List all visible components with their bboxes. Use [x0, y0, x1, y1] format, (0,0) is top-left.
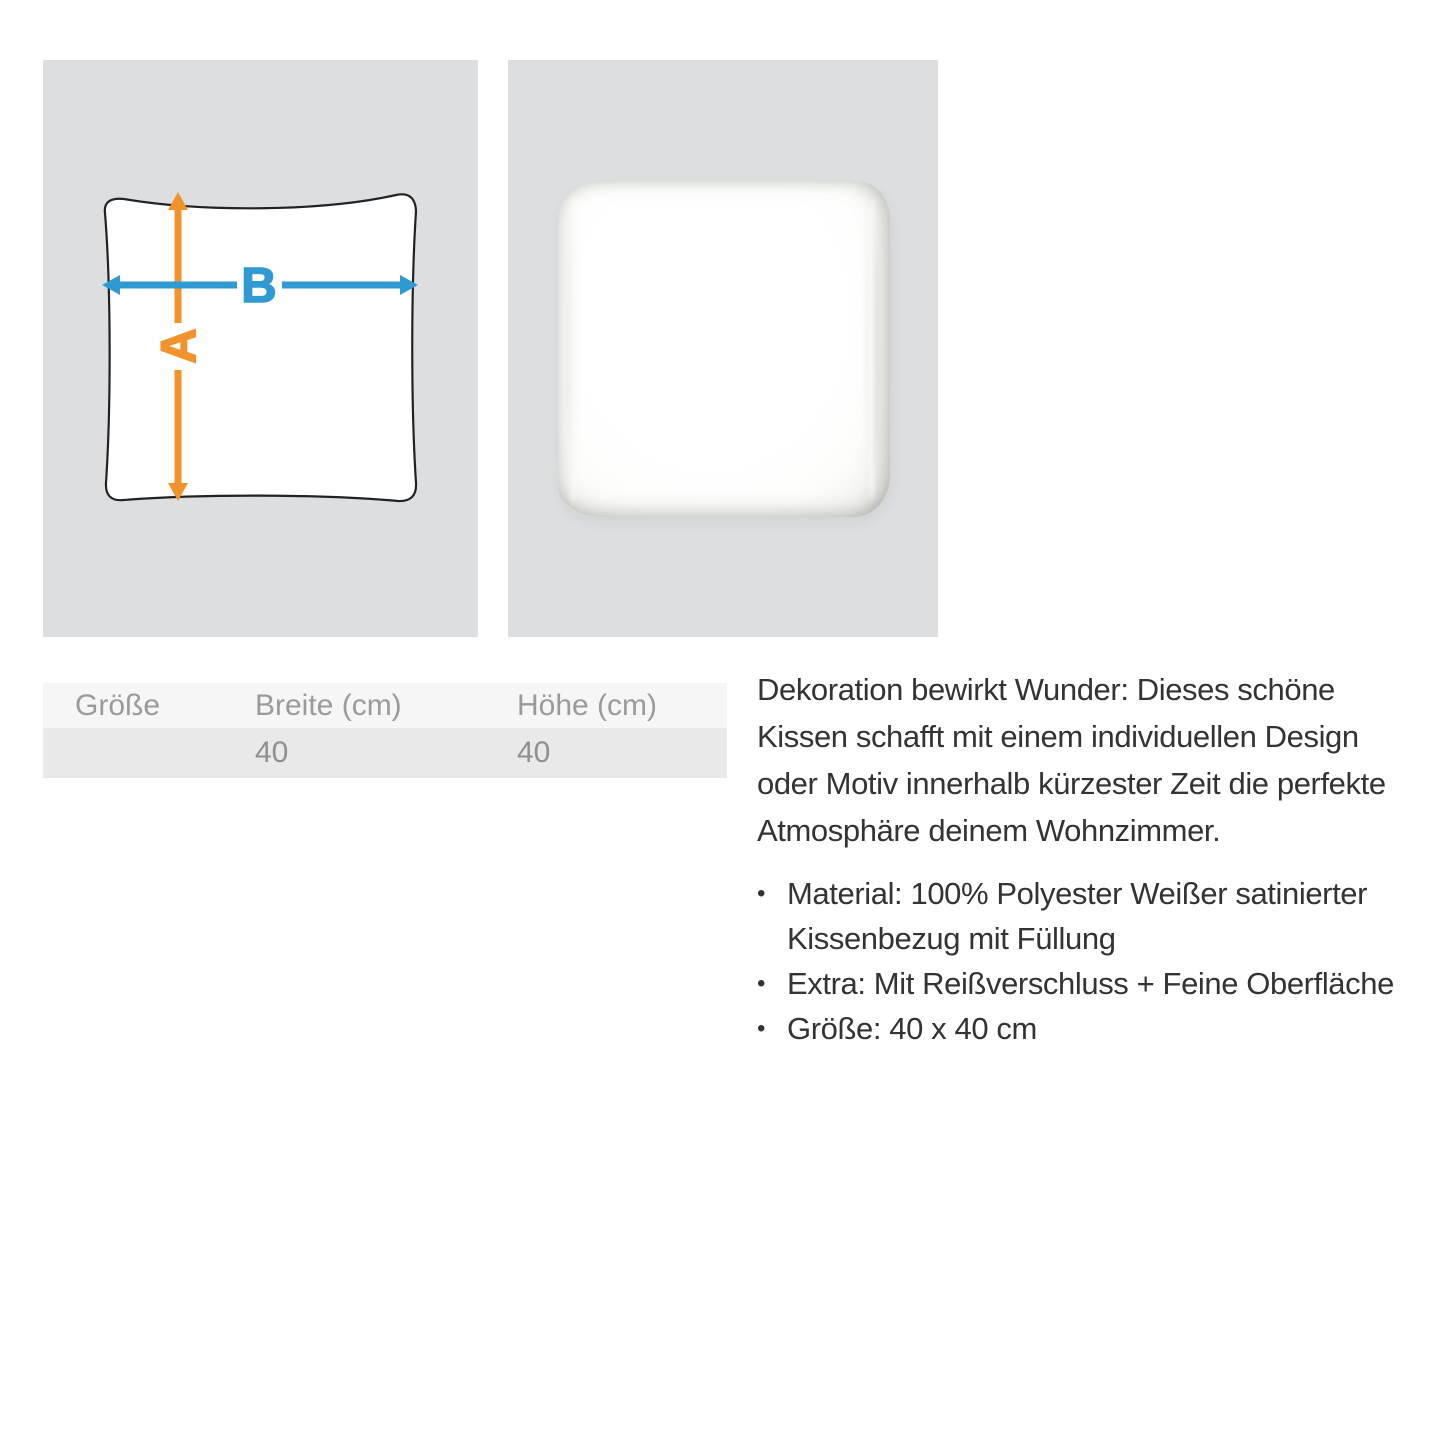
description-line: Kissen schafft mit einem individuellen Design: [757, 719, 1359, 754]
product-photo-panel: [508, 60, 938, 637]
description-paragraph: [757, 666, 1421, 854]
size-table-header-row: [43, 683, 727, 728]
bullet-dot-icon: •: [757, 970, 766, 997]
size-table: [43, 683, 727, 778]
list-item-text: [787, 961, 1421, 1006]
list-item-line: Material: 100% Polyester Weißer satinierter: [787, 876, 1368, 911]
description-line: Dekoration bewirkt Wunder: Dieses schöne: [757, 672, 1335, 707]
list-item-line: Kissenbezug mit Füllung: [787, 921, 1116, 956]
width-label-b: B: [241, 259, 277, 313]
size-table-value-breite: 40: [255, 736, 289, 769]
product-description: [757, 666, 1421, 1051]
size-table-header-groesse: Größe: [75, 689, 161, 722]
description-line: oder Motiv innerhalb kürzester Zeit die perfekte: [757, 766, 1386, 801]
size-table-header-breite: Breite (cm): [255, 689, 402, 722]
bullet-dot-icon: •: [757, 1015, 766, 1042]
list-item-line: Extra: Mit Reißverschluss + Feine Oberfläche: [787, 966, 1394, 1001]
height-label-a: A: [152, 328, 206, 364]
list-item-extra: [757, 961, 1421, 1006]
list-item-text: [787, 871, 1421, 961]
size-table-value-hoehe: 40: [517, 736, 551, 769]
list-item-text: [787, 1006, 1421, 1051]
size-table-value-groesse: [43, 728, 255, 778]
list-item-groesse: [757, 1006, 1421, 1051]
pillow-photo: [558, 182, 890, 517]
list-item-line: Größe: 40 x 40 cm: [787, 1011, 1037, 1046]
list-item-material: [757, 871, 1421, 961]
size-diagram-panel: [43, 60, 478, 637]
feature-list: [757, 871, 1421, 1051]
size-table-header-hoehe: Höhe (cm): [517, 689, 658, 722]
height-arrow-top-head: [168, 192, 188, 210]
size-table-row: [43, 728, 727, 778]
pillow-size-diagram: [100, 187, 420, 509]
description-line: Atmosphäre deinem Wohnzimmer.: [757, 813, 1221, 848]
bullet-dot-icon: •: [757, 880, 766, 907]
